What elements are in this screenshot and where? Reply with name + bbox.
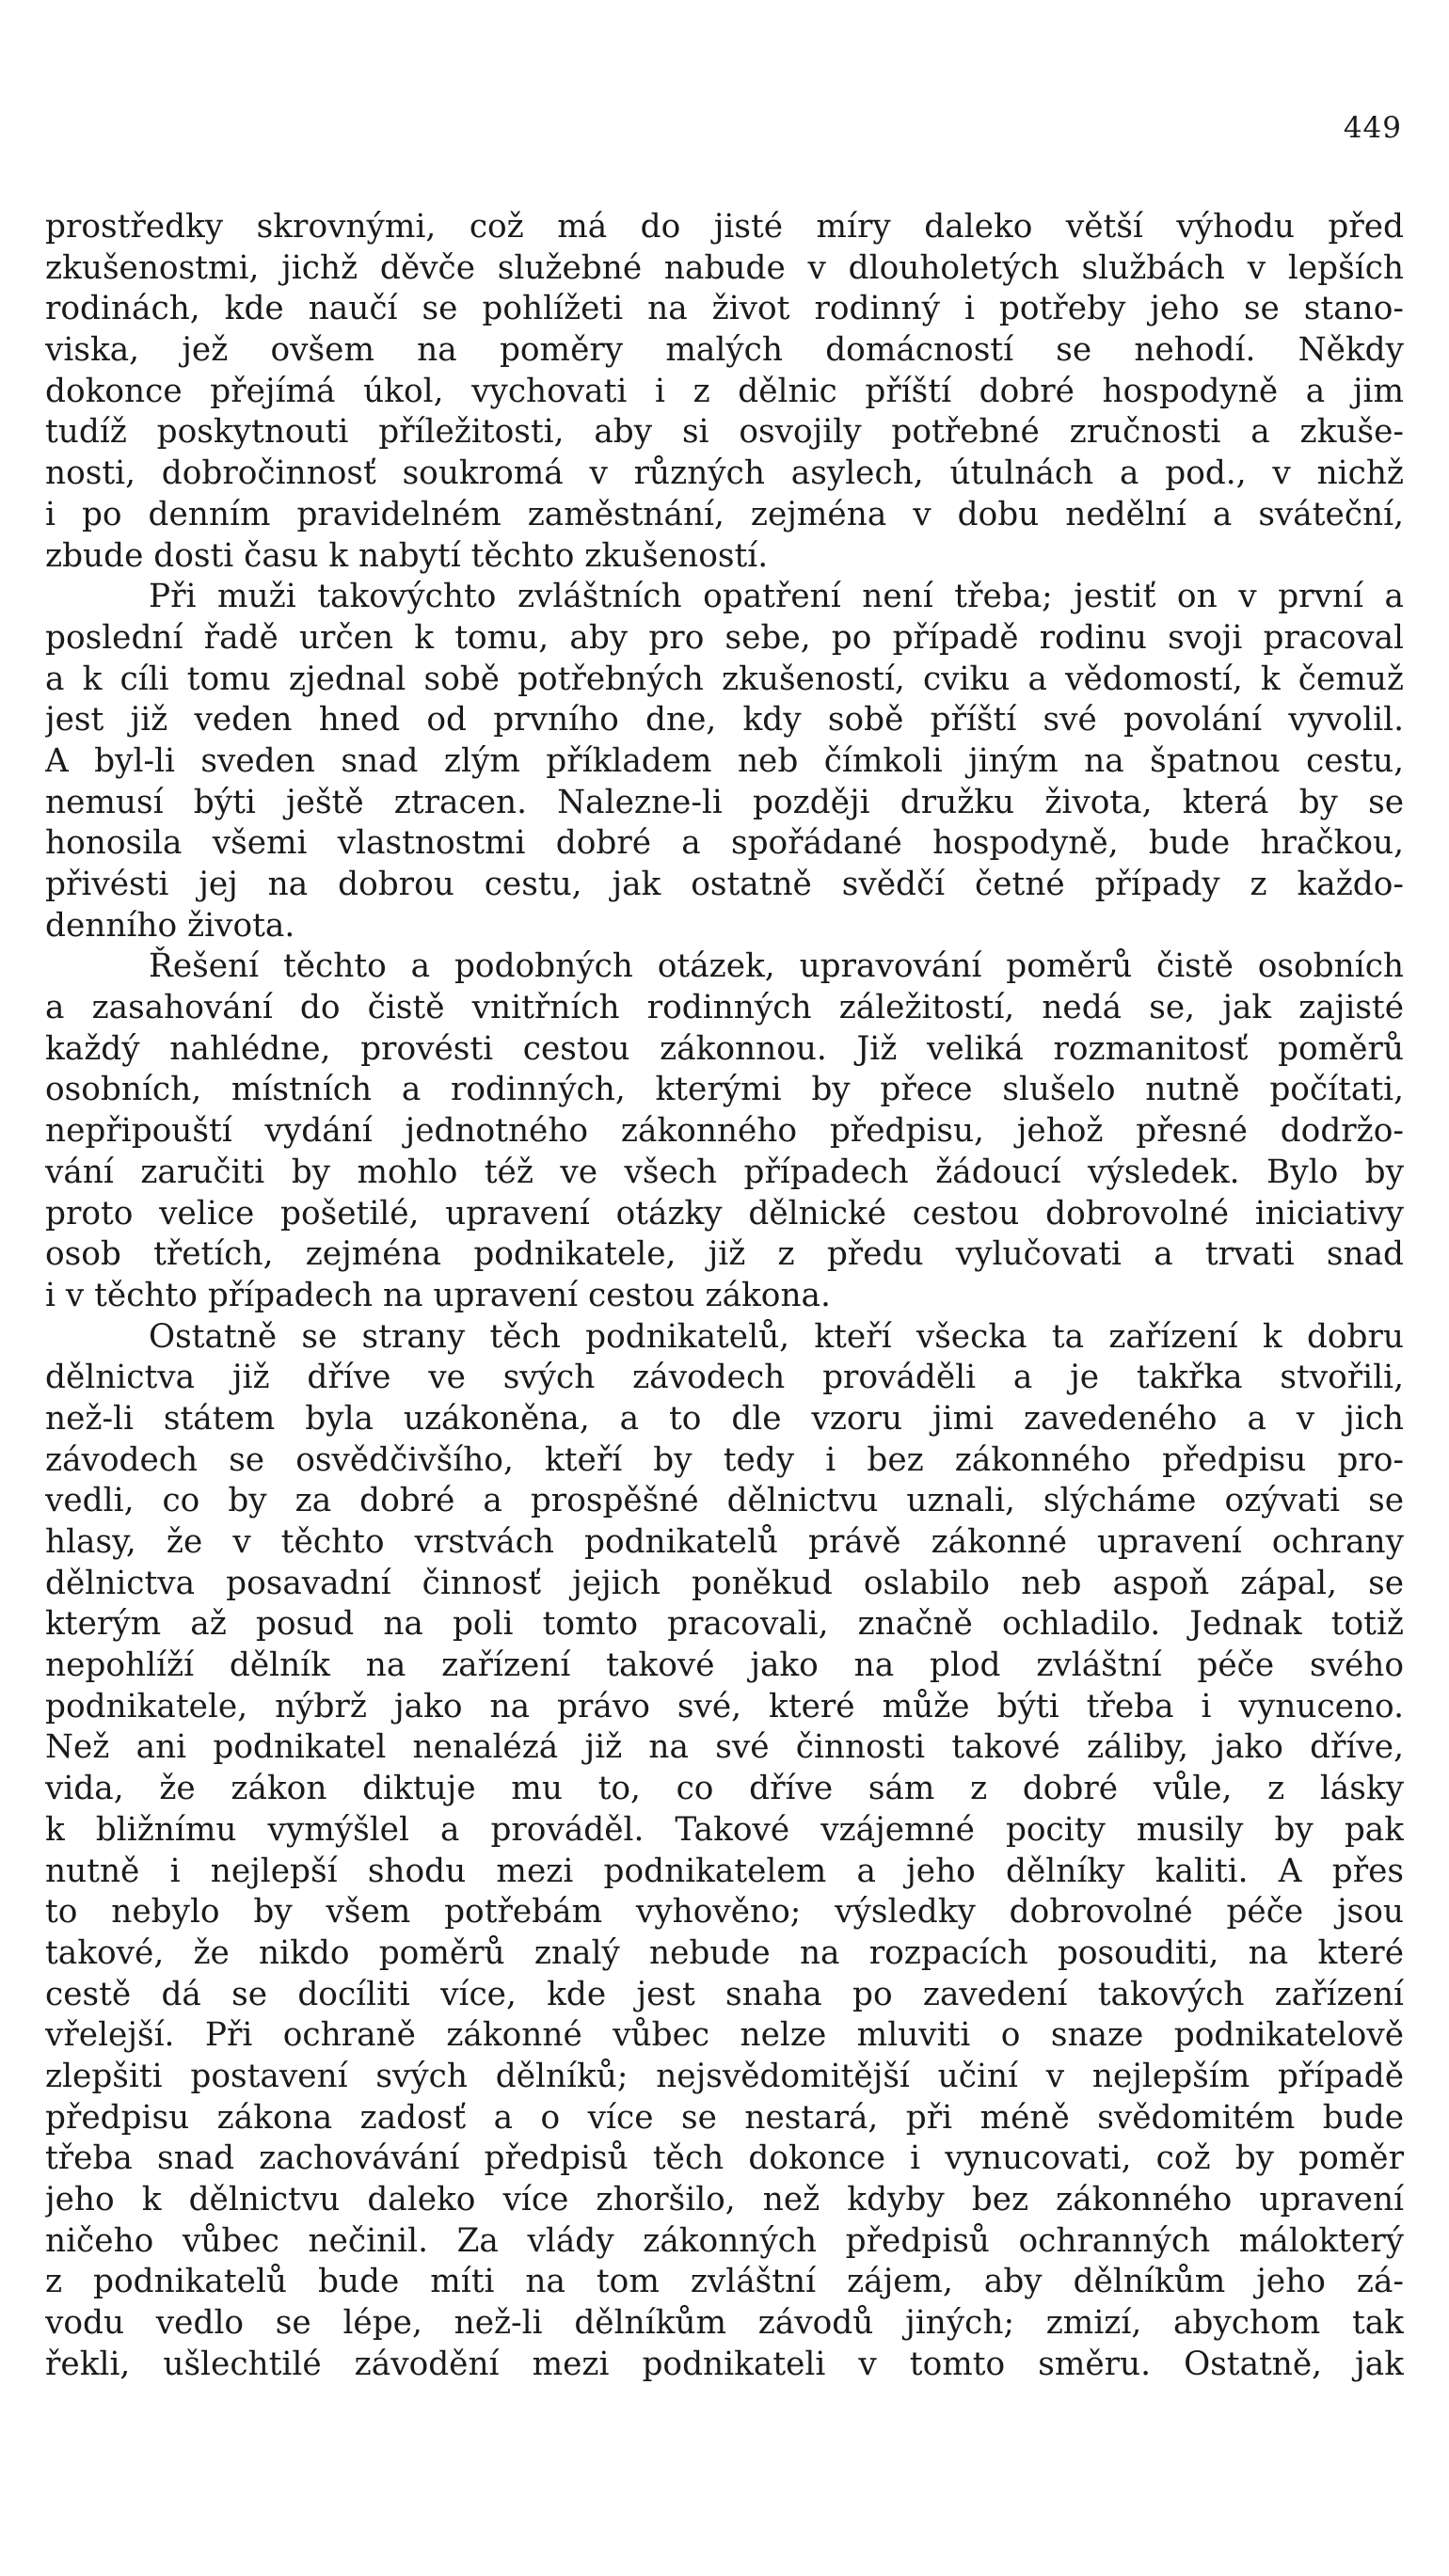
- text-line: řekli, ušlechtilé závodění mezi podnikateli v tomto směru. Ostatně, jak: [45, 2345, 1404, 2383]
- text-line: cestě dá se docíliti více, kde jest snaha po zavedení takových zařízení: [45, 1975, 1404, 2013]
- text-line: Ostatně se strany těch podnikatelů, kteří všecka ta zařízení k dobru: [149, 1317, 1404, 1356]
- paragraph-2: [45, 577, 1404, 946]
- text-line: vodu vedlo se lépe, než-li dělníkům závodů jiných; zmizí, abychom tak: [45, 2304, 1404, 2343]
- text-line: podnikatele, nýbrž jako na právo své, které může býti třeba i vynuceno.: [45, 1687, 1404, 1725]
- text-line: a zasahování do čistě vnitřních rodinných záležitostí, nedá se, jak zajisté: [45, 989, 1404, 1027]
- text-line: dokonce přejímá úkol, vychovati i z dělnic příští dobré hospodyně a jim: [45, 372, 1404, 410]
- text-line: přivésti jej na dobrou cestu, jak ostatně svědčí četné případy z každo-: [45, 866, 1404, 903]
- text-line: vání zaručiti by mohlo též ve všech případech žádoucí výsledek. Bylo by: [45, 1153, 1404, 1191]
- text-line: než-li státem byla uzákoněna, a to dle vzoru jimi zavedeného a v jich: [45, 1399, 1404, 1438]
- text-line: nepohlíží dělník na zařízení takové jako na plod zvláštní péče svého: [45, 1646, 1404, 1685]
- paragraph-1: [45, 207, 1404, 577]
- text-line: osob třetích, zejména podnikatele, již z předu vylučovati a trvati snad: [45, 1235, 1404, 1274]
- text-line: i v těchto případech na upravení cestou zákona.: [45, 1276, 831, 1314]
- text-line: zlepšiti postavení svých dělníků; nejsvědomitější učiní v nejlepším případě: [45, 2057, 1404, 2095]
- paragraph-3: [45, 946, 1404, 1316]
- text-line: osobních, místních a rodinných, kterými by přece slušelo nutně počítati,: [45, 1071, 1404, 1109]
- text-line: to nebylo by všem potřebám vyhověno; výsledky dobrovolné péče jsou: [45, 1893, 1404, 1932]
- text-line: vřelejší. Při ochraně zákonné vůbec nelze mluviti o snaze podnikatelově: [45, 2016, 1404, 2055]
- text-line: třeba snad zachovávání předpisů těch dokonce i vynucovati, což by poměr: [45, 2139, 1404, 2178]
- text-line: jeho k dělnictvu daleko více zhoršilo, než kdyby bez zákonného upravení: [45, 2181, 1404, 2218]
- text-line: nosti, dobročinnosť soukromá v různých asylech, útulnách a pod., v nichž: [45, 454, 1404, 493]
- text-line: vedli, co by za dobré a prospěšné dělnictvu uznali, slýcháme ozývati se: [45, 1482, 1404, 1520]
- text-line: Než ani podnikatel nenalézá již na své činnosti takové záliby, jako dříve,: [45, 1728, 1404, 1767]
- text-line: a k cíli tomu zjednal sobě potřebných zkušeností, cviku a vědomostí, k čemuž: [45, 660, 1404, 698]
- text-line: honosila všemi vlastnostmi dobré a spořádané hospodyně, bude hračkou,: [45, 824, 1404, 863]
- text-line: A byl-li sveden snad zlým příkladem neb čímkoli jiným na špatnou cestu,: [45, 741, 1404, 780]
- text-line: takové, že nikdo poměrů znalý nebude na rozpacích posouditi, na které: [45, 1933, 1404, 1972]
- text-line: kterým až posud na poli tomto pracovali, značně ochladilo. Jednak totiž: [45, 1605, 1404, 1644]
- text-line: vida, že zákon diktuje mu to, co dříve sám z dobré vůle, z lásky: [45, 1770, 1404, 1808]
- text-line: zbude dosti času k nabytí těchto zkušeností.: [45, 536, 769, 575]
- text-line: poslední řadě určen k tomu, aby pro sebe, po případě rodinu svoji pracoval: [45, 618, 1404, 657]
- body-text: [45, 207, 1404, 2385]
- text-line: viska, jež ovšem na poměry malých domácností se nehodí. Někdy: [45, 331, 1404, 370]
- text-line: denního života.: [45, 906, 295, 945]
- text-line: proto velice pošetilé, upravení otázky dělnické cestou dobrovolné iniciativy: [45, 1194, 1404, 1232]
- text-line: hlasy, že v těchto vrstvách podnikatelů právě zákonné upravení ochrany: [45, 1523, 1404, 1561]
- paragraph-4: [45, 1317, 1404, 2386]
- text-line: dělnictva již dříve ve svých závodech prováděli a je takřka stvořili,: [45, 1359, 1404, 1397]
- text-line: předpisu zákona zadosť a o více se nestará, při méně svědomitém bude: [45, 2098, 1404, 2137]
- text-line: každý nahlédne, provésti cestou zákonnou. Již veliká rozmanitosť poměrů: [45, 1029, 1404, 1068]
- text-line: dělnictva posavadní činnosť jejich poněkud oslabilo neb aspoň zápal, se: [45, 1564, 1404, 1602]
- text-line: jest již veden hned od prvního dne, kdy sobě příští své povolání vyvolil.: [45, 701, 1404, 739]
- text-line: tudíž poskytnouti příležitosti, aby si osvojily potřebné zručnosti a zkuše-: [45, 413, 1404, 452]
- text-line: závodech se osvědčivšího, kteří by tedy i bez zákonného předpisu pro-: [45, 1440, 1404, 1479]
- page-number: 449: [1343, 111, 1402, 145]
- text-line: nemusí býti ještě ztracen. Nalezne-li později družku života, která by se: [45, 783, 1404, 821]
- text-line: Při muži takovýchto zvláštních opatření není třeba; jestiť on v první a: [149, 578, 1404, 616]
- text-line: k bližnímu vymýšlel a prováděl. Takové vzájemné pocity musily by pak: [45, 1810, 1404, 1849]
- text-line: zkušenostmi, jichž děvče služebné nabude v dlouholetých službách v lepších: [45, 248, 1404, 287]
- text-line: nepřipouští vydání jednotného zákonného předpisu, jehož přesné dodržo-: [45, 1112, 1404, 1151]
- text-line: ničeho vůbec nečinil. Za vlády zákonných předpisů ochranných málokterý: [45, 2221, 1404, 2260]
- text-line: prostředky skrovnými, což má do jisté míry daleko větší výhodu před: [45, 208, 1404, 246]
- text-line: z podnikatelů bude míti na tom zvláštní zájem, aby dělníkům jeho zá-: [45, 2263, 1404, 2301]
- text-line: i po denním pravidelném zaměstnání, zejména v dobu nedělní a sváteční,: [45, 495, 1404, 533]
- text-line: nutně i nejlepší shodu mezi podnikatelem a jeho dělníky kaliti. A přes: [45, 1852, 1404, 1890]
- text-line: rodinách, kde naučí se pohlížeti na život rodinný i potřeby jeho se stano-: [45, 290, 1404, 328]
- text-line: Řešení těchto a podobných otázek, upravování poměrů čistě osobních: [149, 947, 1404, 986]
